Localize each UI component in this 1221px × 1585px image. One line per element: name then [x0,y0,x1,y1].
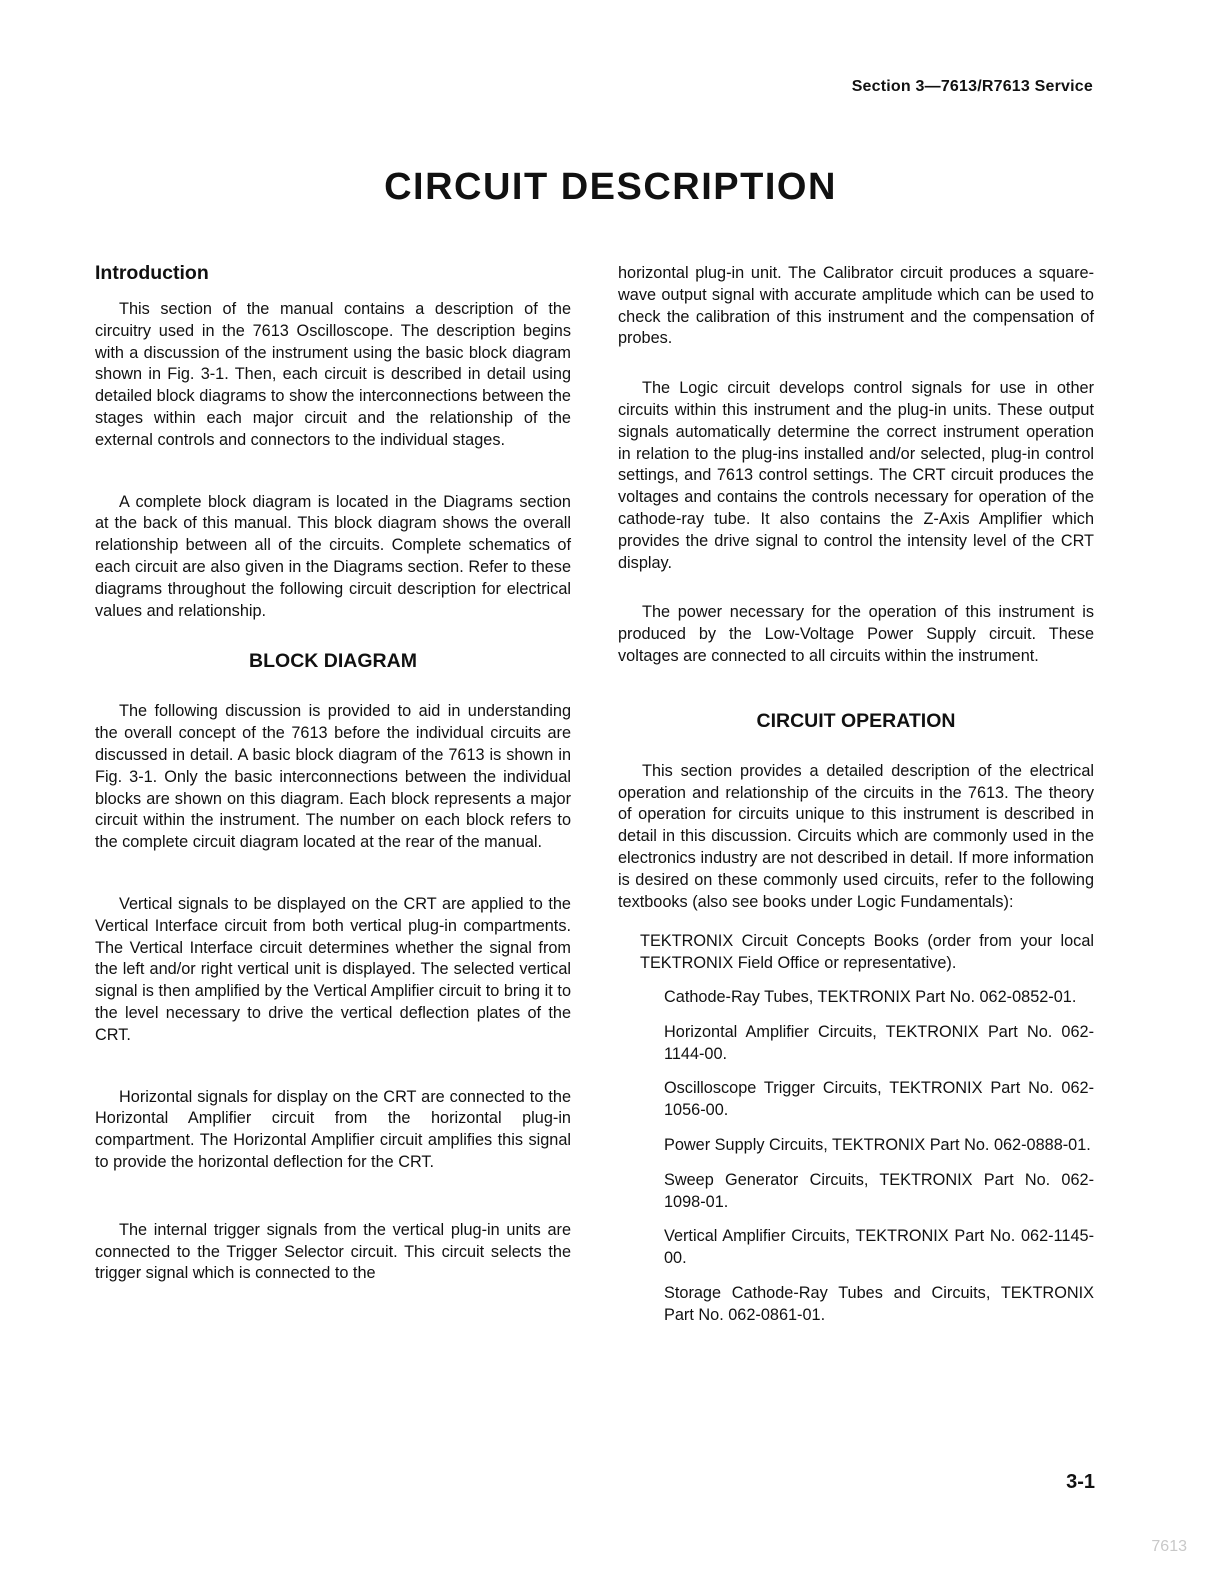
books-lead: TEKTRONIX Circuit Concepts Books (order from your local TEKTRONIX Field Office or representative). [640,932,1094,973]
right-paragraph-1: horizontal plug-in unit. The Calibrator circuit produces a square-wave output signal with accurate amplitude which can be used to check the calibration of this instrument and the compensation of probes. [618,264,1094,348]
book-reference: Vertical Amplifier Circuits, TEKTRONIX Part No. 062-1145-00. [664,1227,1094,1268]
block-paragraph-2: Vertical signals to be displayed on the CRT are applied to the Vertical Interface circuit from both vertical plug-in compartments. The Vertical Interface circuit determines whether the signal from the left and/or right vertical unit is displayed. The selected vertical signal is then amplified by the Vertical Amplifier circuit to bring it to the level necessary to drive the vertical deflection plates of the CRT. [95,894,571,1044]
left-column [95,262,571,1285]
block-paragraph-3: Horizontal signals for display on the CRT are connected to the Horizontal Amplifier circuit from the horizontal plug-in compartment. The Horizontal Amplifier circuit amplifies this signal to provide the horizontal deflection for the CRT. [95,1087,571,1171]
book-reference: Sweep Generator Circuits, TEKTRONIX Part No. 062-1098-01. [664,1170,1094,1211]
section-header: Section 3—7613/R7613 Service [851,78,1093,95]
intro-paragraph-2: A complete block diagram is located in the Diagrams section at the back of this manual. This block diagram shows the overall relationship between all of the circuits. Complete schematics of each circuit are also given in the Diagrams section. Refer to these diagrams throughout the following circuit description for electrical values and relationship. [95,492,571,620]
block-paragraph-4: The internal trigger signals from the vertical plug-in units are connected to the Trigger Selector circuit. This circuit selects the trigger signal which is connected to the [95,1220,571,1283]
right-paragraph-3: The power necessary for the operation of this instrument is produced by the Low-Voltage Power Supply circuit. These voltages are connected to all circuits within the instrument. [618,603,1094,665]
introduction-heading: Introduction [95,262,209,284]
intro-paragraph-1: This section of the manual contains a description of the circuitry used in the 7613 Oscilloscope. The description begins with a discussion of the instrument using the basic block diagram shown in Fig. 3-1. Then, each circuit is described in detail using detailed block diagrams to show the interconnections between the stages within each major circuit and the relationship of the external controls and connectors to the individual stages. [95,300,571,449]
block-paragraph-1: The following discussion is provided to aid in understanding the overall concept of the 7613 before the individual circuits are discussed in detail. A basic block diagram of the 7613 is shown in Fig. 3-1. Only the basic interconnections between the individual blocks are shown on this diagram. Each block represents a major circuit within the instrument. The number on each block refers to the complete circuit diagram located at the rear of the manual. [95,702,571,852]
book-reference: Power Supply Circuits, TEKTRONIX Part No. 062-0888-01. [664,1135,1091,1154]
page-title: CIRCUIT DESCRIPTION [384,166,837,208]
right-column [618,263,1094,1339]
book-reference: Storage Cathode-Ray Tubes and Circuits, TEKTRONIX Part No. 062-0861-01. [664,1283,1094,1324]
circuit-operation-heading: CIRCUIT OPERATION [756,709,956,732]
book-reference: Horizontal Amplifier Circuits, TEKTRONIX Part No. 062-1144-00. [664,1022,1094,1063]
block-diagram-heading: BLOCK DIAGRAM [249,650,417,673]
circuit-operation-paragraph: This section provides a detailed description of the electrical operation and relationship of the circuits in the 7613. The theory of operation for circuits unique to this instrument is described in detail in this discussion. Circuits which are commonly used in the electronics industry are not described in detail. If more information is desired on these commonly used circuits, refer to the following textbooks (also see books under Logic Fundamentals): [618,761,1094,911]
book-reference: Oscilloscope Trigger Circuits, TEKTRONIX Part No. 062-1056-00. [664,1079,1094,1120]
page-number: 3-1 [1066,1471,1095,1493]
right-paragraph-2: The Logic circuit develops control signals for use in other circuits within this instrument and the plug-in units. These output signals automatically determine the correct instrument operation in relation to the plug-ins installed and/or selected, plug-in control settings, and 7613 control settings. The CRT circuit produces the voltages and contains the controls necessary for operation of the cathode-ray tube. It also contains the Z-Axis Amplifier which provides the drive signal to control the intensity level of the CRT display. [618,379,1094,572]
watermark: 7613 [1151,1538,1187,1555]
book-reference: Cathode-Ray Tubes, TEKTRONIX Part No. 062-0852-01. [664,987,1077,1006]
